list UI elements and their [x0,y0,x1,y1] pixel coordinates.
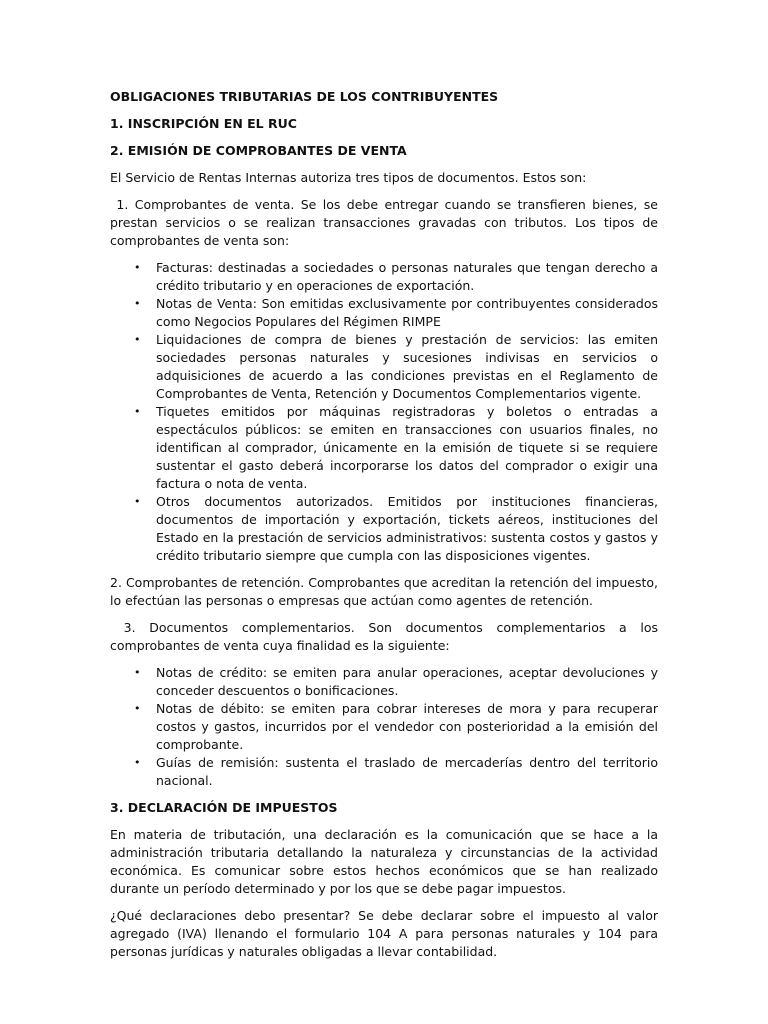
section-heading-declaracion: 3. DECLARACIÓN DE IMPUESTOS [110,800,338,815]
bullet-icon: • [134,261,141,274]
section-heading-comprobantes: 2. EMISIÓN DE COMPROBANTES DE VENTA [110,143,407,158]
list-item [110,403,658,493]
complementary-docs-list [110,664,658,790]
list-item-text: Notas de Venta: Son emitidas exclusivamente por contribuyentes considerados como Negocios Populares del Régimen RIMPE [156,296,658,329]
bullet-icon: • [134,495,141,508]
list-item-text: Notas de débito: se emiten para cobrar intereses de mora y para recuperar costos y gastos, incurridos por el vendedor con posterioridad a la emisión del comprobante. [156,701,658,752]
paragraph-comprobantes-venta: 1. Comprobantes de venta. Se los debe entregar cuando se transfieren bienes, se prestan servicios o se realizan transacciones gravadas con tributos. Los tipos de comprobantes de venta son: [110,197,662,248]
list-item [110,754,658,790]
paragraph-declaracion-definicion: En materia de tributación, una declaración es la comunicación que se hace a la administración tributaria detallando la naturaleza y circunstancias de la actividad económica. Es comunicar sobre estos hechos económicos que se han realizado durante un período determinado y por los que se debe pagar impuestos. [110,827,658,896]
bullet-icon: • [134,333,141,346]
bullet-icon: • [134,756,141,769]
bullet-icon: • [134,405,141,418]
section-heading-ruc: 1. INSCRIPCIÓN EN EL RUC [110,116,297,131]
list-item-text: Notas de crédito: se emiten para anular operaciones, aceptar devoluciones y conceder descuentos o bonificaciones. [156,665,658,698]
list-item [110,700,658,754]
paragraph-intro: El Servicio de Rentas Internas autoriza tres tipos de documentos. Estos son: [110,170,587,185]
sales-types-list [110,259,658,565]
paragraph-documentos-complementarios: 3. Documentos complementarios. Son documentos complementarios a los comprobantes de venta cuya finalidad es la siguiente: [110,620,662,653]
list-item [110,331,658,403]
list-item-text: Tiquetes emitidos por máquinas registradoras y boletos o entradas a espectáculos públicos: se emiten en transacciones con usuarios finales, no identifican al comprador, únicamente en la emisión de tiquete si se requiere sustentar el gasto deberá incorporarse los datos del comprador o exigir una factura o nota de venta. [156,404,658,491]
paragraph-declaracion-iva: ¿Qué declaraciones debo presentar? Se debe declarar sobre el impuesto al valor agregado (IVA) llenando el formulario 104 A para personas naturales y 104 para personas jurídicas y naturales obligadas a llevar contabilidad. [110,908,658,959]
list-item [110,259,658,295]
document-title: OBLIGACIONES TRIBUTARIAS DE LOS CONTRIBUYENTES [110,89,499,104]
list-item [110,493,658,565]
list-item-text: Guías de remisión: sustenta el traslado de mercaderías dentro del territorio nacional. [156,755,658,788]
bullet-icon: • [134,666,141,679]
list-item-text: Facturas: destinadas a sociedades o personas naturales que tengan derecho a crédito tributario y en operaciones de exportación. [156,260,658,293]
bullet-icon: • [134,297,141,310]
list-item-text: Otros documentos autorizados. Emitidos por instituciones financieras, documentos de importación y exportación, tickets aéreos, instituciones del Estado en la prestación de servicios administrativos: sustenta costos y gastos y crédito tributario siempre que cumpla con las disposiciones vigentes. [156,494,658,563]
paragraph-comprobantes-retencion: 2. Comprobantes de retención. Comprobantes que acreditan la retención del impuesto, lo efectúan las personas o empresas que actúan como agentes de retención. [110,575,658,608]
list-item [110,664,658,700]
bullet-icon: • [134,702,141,715]
list-item [110,295,658,331]
list-item-text: Liquidaciones de compra de bienes y prestación de servicios: las emiten sociedades personas naturales y sucesiones indivisas en servicios o adquisiciones de acuerdo a las condiciones previstas en el Reglamento de Comprobantes de Venta, Retención y Documentos Complementarios vigente. [156,332,658,401]
document-page [110,88,662,970]
